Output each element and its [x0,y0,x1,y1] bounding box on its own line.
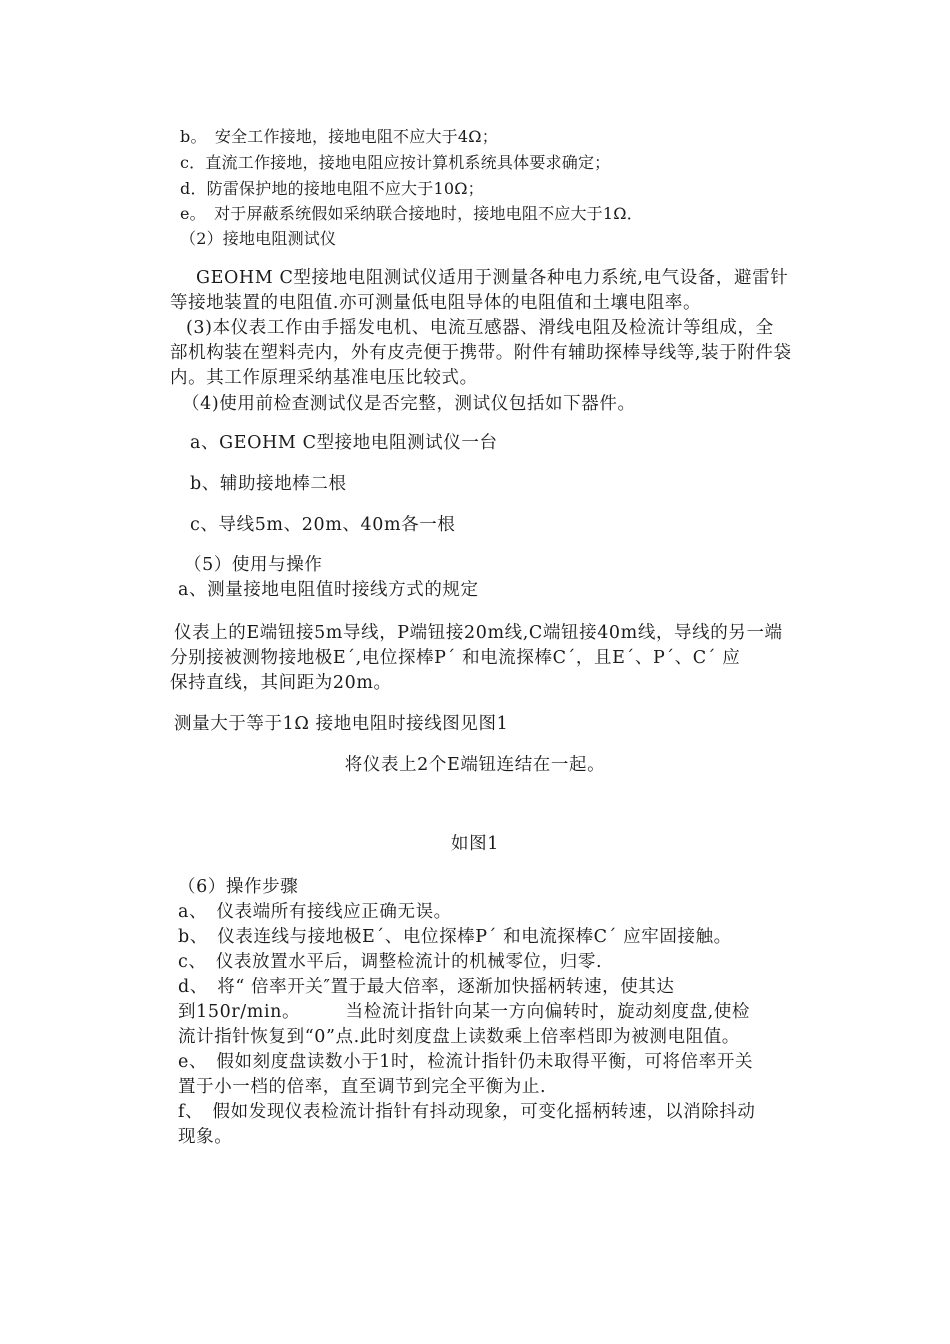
wiring-paragraph-line: 分别接被测物接地极E´,电位探棒P´ 和电流探棒C´，且E´、P´、C´ 应 [170,648,741,668]
wiring-paragraph-line: 保持直线，其间距为20m。 [170,673,392,693]
component-item-b: b、辅助接地棒二根 [190,474,347,494]
step-d-line: 流计指针恢复到“0”点.此时刻度盘上读数乘上倍率档即为被测电阻值。 [178,1027,740,1047]
step-a: a、 仪表端所有接线应正确无误。 [178,902,452,922]
step-c: c、 仪表放置水平后，调整检流计的机械零位，归零. [178,952,603,972]
section-heading-5: （5）使用与操作 [184,555,323,575]
component-item-a: a、GEOHM C型接地电阻测试仪一台 [190,433,498,453]
step-e-line: 置于小一档的倍率，直至调节到完全平衡为止. [178,1077,547,1097]
section-heading-4: （4)使用前检查测试仪是否完整，测试仪包括如下器件。 [182,394,636,414]
requirement-line-b: b。 安全工作接地，接地电阻不应大于4Ω； [180,127,498,146]
section-3-line: (3)本仪表工作由手摇发电机、电流互感器、滑线电阻及检流计等组成，全 [186,318,774,338]
component-item-c: c、导线5m、20m、40m各一根 [190,515,456,535]
section-heading-6: （6）操作步骤 [178,877,299,897]
intro-paragraph-line: 等接地装置的电阻值.亦可测量低电阻导体的电阻值和土壤电阻率。 [170,293,702,313]
section-heading-2: （2）接地电阻测试仪 [180,229,337,248]
connect-note: 将仪表上2个E端钮连结在一起。 [344,755,606,775]
wiring-paragraph-line: 仪表上的E端钮接5m导线，P端钮接20m线,C端钮接40m线，导线的另一端 [174,623,783,643]
step-f-line: f、 假如发现仪表检流计指针有抖动现象，可变化摇柄转速，以消除抖动 [178,1102,756,1122]
figure-caption: 如图1 [451,834,499,854]
step-e-line: e、 假如刻度盘读数小于1时，检流计指针仍未取得平衡，可将倍率开关 [178,1052,754,1072]
wiring-rule-item-a: a、测量接地电阻值时接线方式的规定 [178,580,479,600]
step-f-line: 现象。 [178,1127,233,1147]
step-b: b、 仪表连线与接地极E´、电位探棒P´ 和电流探棒C´ 应牢固接触。 [178,927,732,947]
step-d-line: d、 将“ 倍率开关″置于最大倍率，逐渐加快摇柄转速，使其达 [178,977,675,997]
intro-paragraph-line: GEOHM C型接地电阻测试仪适用于测量各种电力系统,电气设备，避雷针 [196,268,789,288]
requirement-line-c: c．直流工作接地，接地电阻应按计算机系统具体要求确定； [180,153,611,172]
section-3-line: 部机构装在塑料壳内，外有皮壳便于携带。附件有辅助探棒导线等,装于附件袋 [170,343,792,363]
step-d-line: 到150r/min。 当检流计指针向某一方向偏转时，旋动刻度盘,使检 [178,1002,751,1022]
measure-note: 测量大于等于1Ω 接地电阻时接线图见图1 [174,714,509,734]
requirement-line-d: d．防雷保护地的接地电阻不应大于10Ω； [180,179,484,198]
section-3-line: 内。其工作原理采纳基准电压比较式。 [170,368,478,388]
requirement-line-e: e。 对于屏蔽系统假如采纳联合接地时，接地电阻不应大于1Ω． [180,204,643,223]
